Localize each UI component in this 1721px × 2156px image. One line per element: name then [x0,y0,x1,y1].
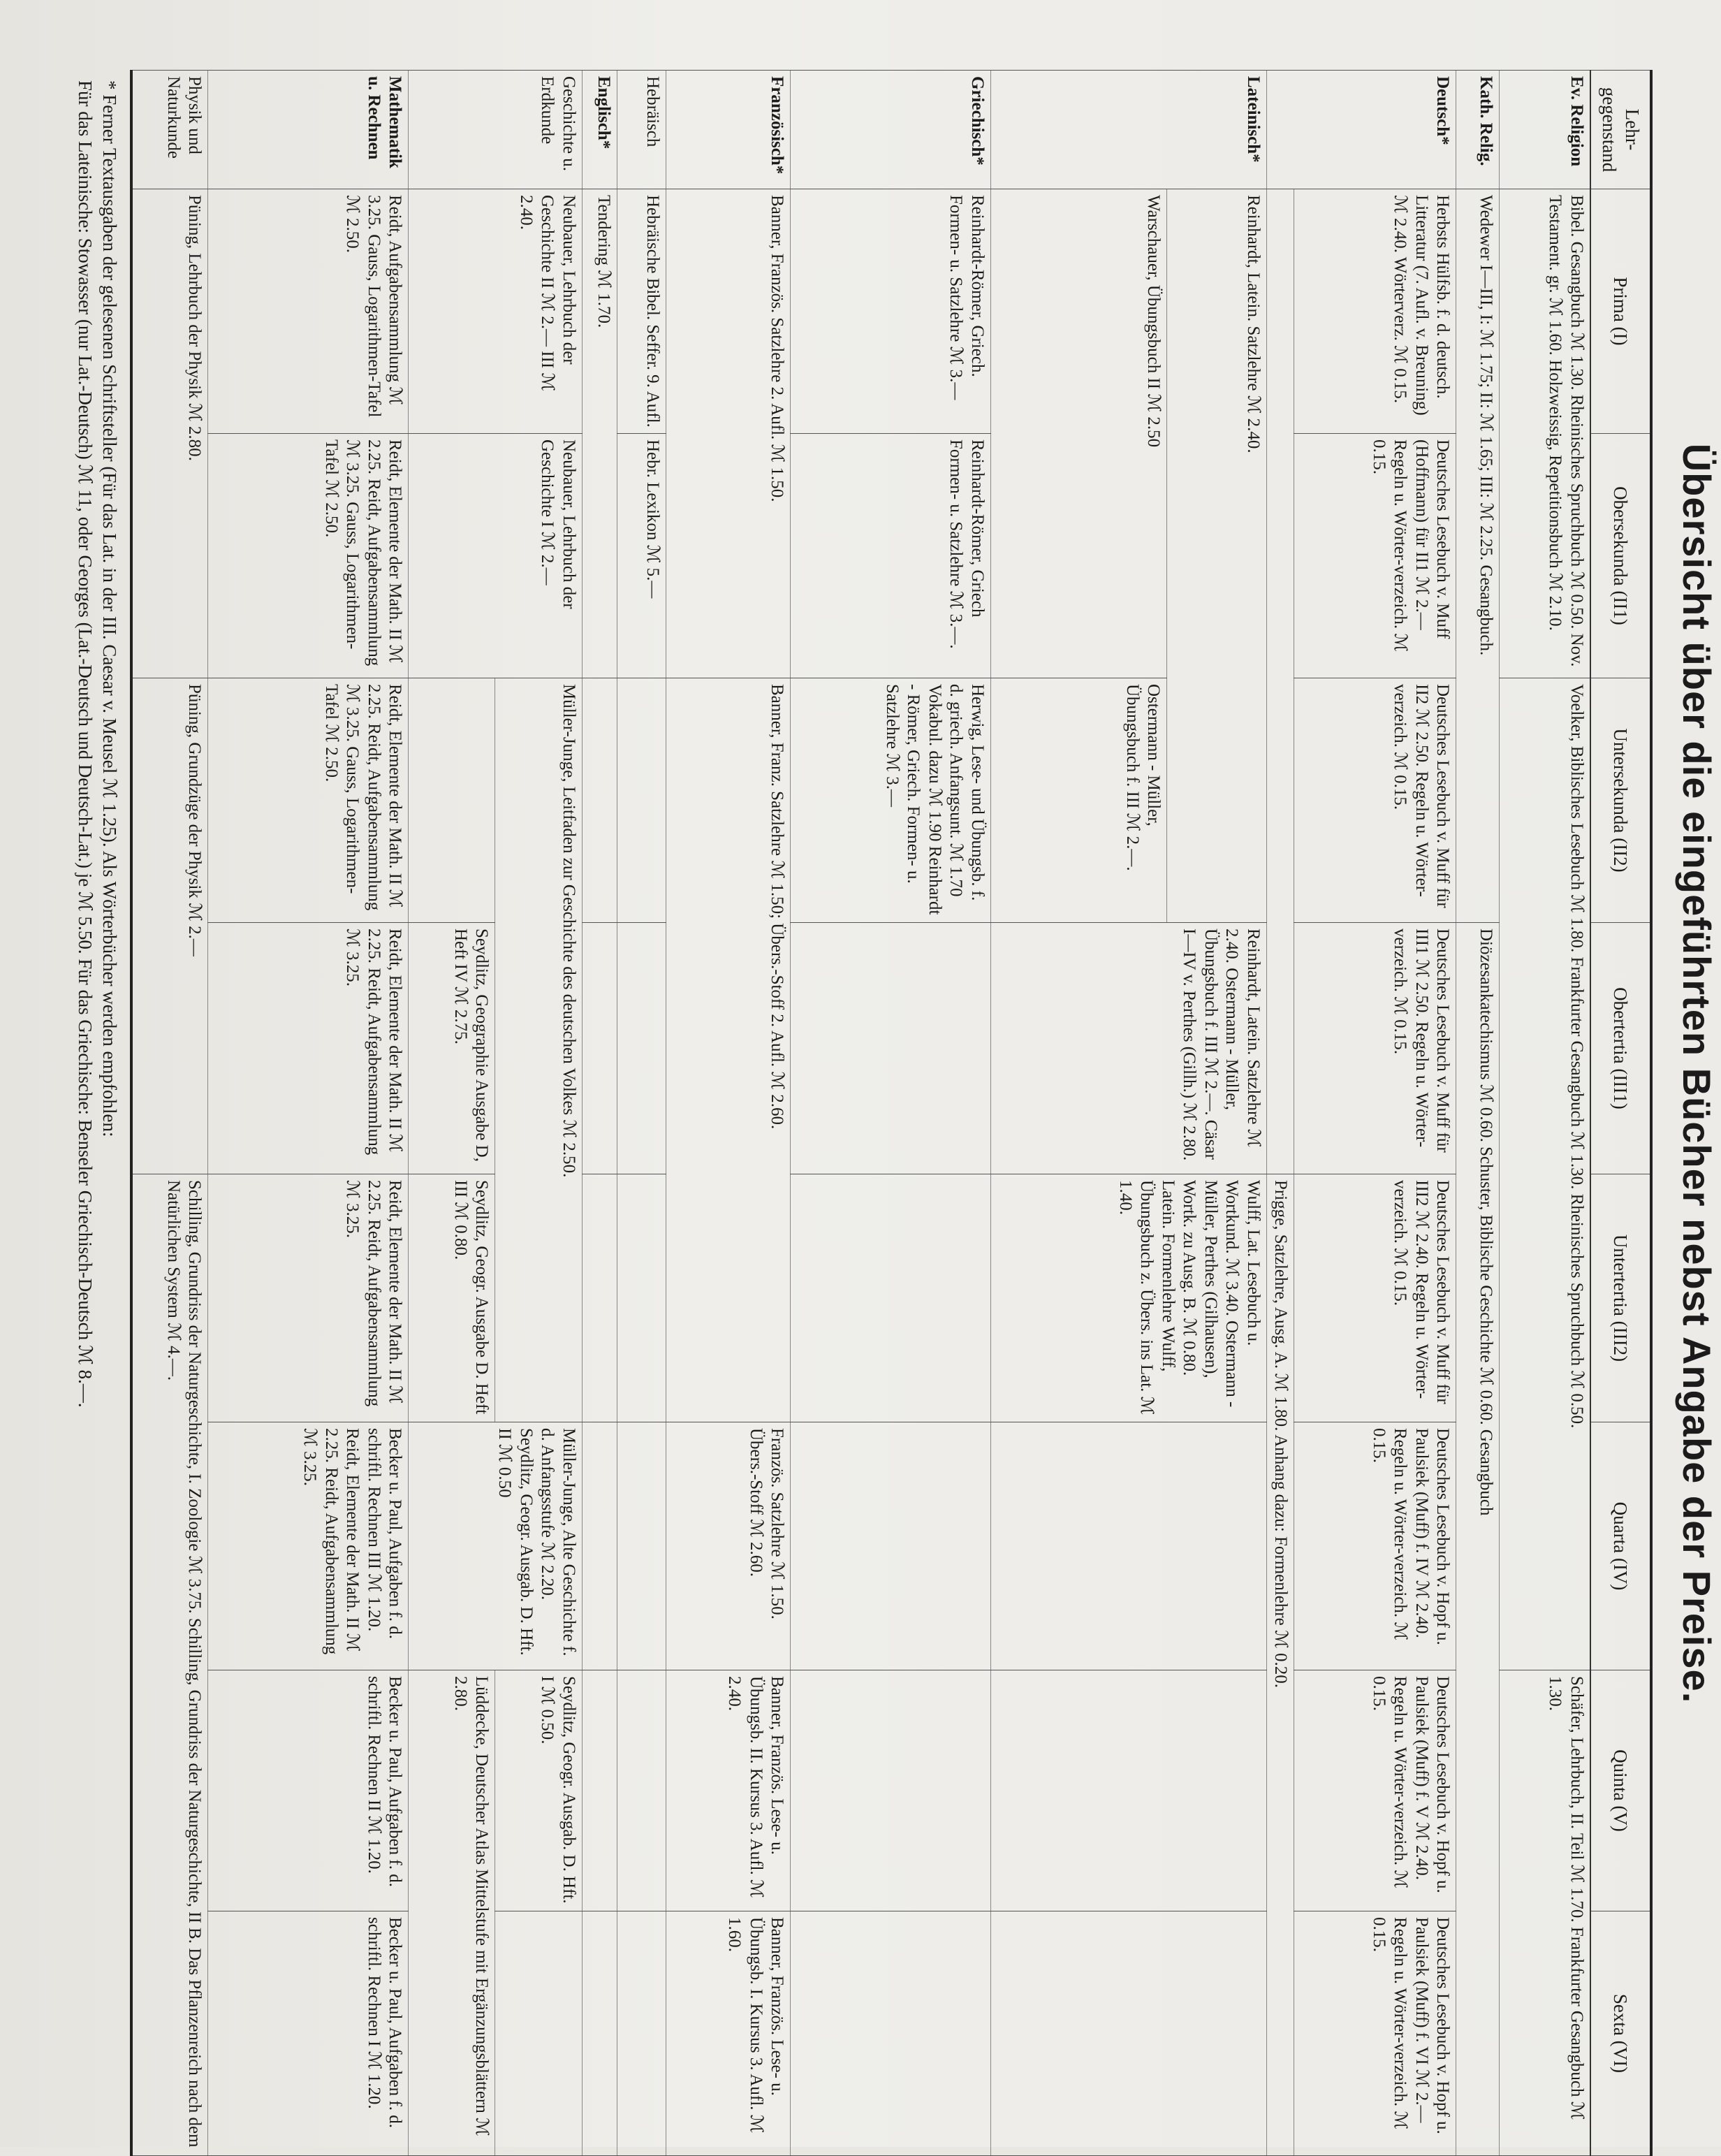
table-cell [617,1422,666,1670]
footnote-line: Für das Lateinische: Stowasser (nur Lat.-Deutsch) ℳ 11, oder Georges (Lat.-Deutsch und Deutsch-Lat.) je ℳ 5.50. Für das Griechische: Benseler Griechisch-Deutsch ℳ 8.—. [74,80,96,1408]
header-obersekunda: Obersekunda (II1) [1590,434,1651,678]
table-cell: Neubauer, Lehrbuch der Geschichte I ℳ 2.— [409,434,582,678]
table-cell: Herwig, Lese- und Übungsb. f. d. griech. Anfangsunt. ℳ 1.70 Vokabul. dazu ℳ 1.90 Reinhardt - Römer, Griech. Formen- u. Satzlehre ℳ 3.— [791,678,991,923]
table-cell [617,1670,666,1911]
table-cell: Schilling, Grundriss der Naturgeschichte, I. Zoologie ℳ 3.75. Schilling, Grundriss der Naturgeschichte, II B. Das Pflanzenreich nach dem Natürlichen System ℳ 4.—. [131,1174,208,2156]
table-cell: Seydlitz, Geographie Ausgabe D, Heft IV ℳ 2.75. [409,923,495,1174]
header-quarta: Quarta (IV) [1590,1422,1651,1670]
table-cell: Prigge, Satzlehre, Ausg. A. ℳ 1.80. Anhang dazu: Formenlehre ℳ 0.20. [1266,1174,1294,2156]
table-cell: Becker u. Paul, Aufgaben f. d. schriftl. Rechnen II ℳ 1.20. [208,1670,409,1911]
subject-cell: Physik und Naturkunde [131,71,208,189]
row-mathematik [208,71,409,2156]
table-cell [582,1670,617,1911]
table-cell: Reinhardt-Römer, Griech. Formen- u. Satzlehre ℳ 3.— [791,189,991,434]
footnote [73,80,122,2127]
row-deutsch [1294,71,1456,2156]
subject-cell: Geschichte u. Erdkunde [409,71,582,189]
subject-cell: Mathematik u. Rechnen [208,71,409,189]
table-cell [990,1422,1266,1670]
table-cell: Banner, Franz. Satzlehre ℳ 1.50; Übers.-Stoff 2. Aufl. ℳ 2.60. [666,678,790,1422]
header-row [1590,71,1651,2156]
footnote-line: * Ferner Textausgaben der gelesenen Schriftsteller (Für das Lat. in der III. Caesar v. Meusel ℳ 1.25). Als Wörterbücher werden empfohlen: [99,80,120,1137]
table-cell: Schäfer, Lehrbuch, II. Teil ℳ 1.70. Frankfurter Gesangbuch ℳ 1.30. [1500,1670,1590,2156]
table-cell: Müller-Junge, Leitfaden zur Geschichte des deutschen Volkes ℳ 2.50. [495,678,582,1422]
table-cell: Tendering ℳ 1.70. [582,189,617,678]
table-cell: Deutsches Lesebuch v. Muff für II2 ℳ 2.50. Regeln u. Wörter-verzeich. ℳ 0.15. [1294,678,1456,923]
row-deutsch-extra [1266,71,1294,2156]
table-cell: Becker u. Paul, Aufgaben f. d. schriftl. Rechnen III ℳ 1.20. Reidt, Elemente der Math. II ℳ 2.25. Reidt, Aufgabensammlung ℳ 3.25. [208,1422,409,1670]
table-cell: Reidt, Elemente der Math. II ℳ 2.25. Reidt, Aufgabensammlung ℳ 3.25. [208,923,409,1174]
header-prima: Prima (I) [1590,189,1651,434]
subject-cell: Hebräisch [617,71,666,189]
table-cell: Deutsches Lesebuch v. Muff (Hoffmann) für II1 ℳ 2.— Regeln u. Wörter-verzeich. ℳ 0.15. [1294,434,1456,678]
table-cell: Banner, Französ. Satzlehre 2. Aufl. ℳ 1.50. [666,189,790,678]
table-cell [1266,189,1294,1174]
table-cell: Deutsches Lesebuch v. Muff für III2 ℳ 2.40. Regeln u. Wörter-verzeich. ℳ 0.15. [1294,1174,1456,1422]
table-cell: Wedewer I—III, I: ℳ 1.75; II: ℳ 1.65; III: ℳ 2.25. Gesangbuch. [1456,189,1500,923]
table-cell: Becker u. Paul, Aufgaben f. d. schriftl. Rechnen I ℳ 1.20. [208,1911,409,2156]
table-cell [617,923,666,1174]
row-kath-religion [1456,71,1500,2156]
table-cell: Deutsches Lesebuch v. Hopf u. Paulsiek (Muff) f. VI ℳ 2.— Regeln u. Wörter-verzeich. ℳ 0.15. [1294,1911,1456,2156]
header-quinta: Quinta (V) [1590,1670,1651,1911]
row-hebraeisch [617,71,666,2156]
table-cell [495,1911,582,2156]
header-obertertia: Obertertia (III1) [1590,923,1651,1174]
table-cell: Herbsts Hülfsb. f. d. deutsch. Litteratur (7. Aufl. v. Breuning) ℳ 2.40. Wörterverz. ℳ 0.15. [1294,189,1456,434]
row-latein [1167,71,1266,2156]
row-griechisch [791,71,991,2156]
header-subject: Lehr-gegenstand [1590,71,1651,189]
table-cell: Banner, Französ. Lese- u. Übungsb. I. Kursus 3. Aufl. ℳ 1.60. [666,1911,790,2156]
row-englisch [582,71,617,2156]
subject-cell: Ev. Religion [1500,71,1590,189]
table-cell: Ostermann - Müller, Übungsbuch f. III ℳ 2.—. [990,678,1166,923]
table-cell [617,1174,666,1422]
table-cell: Reinhardt, Latein. Satzlehre ℳ 2.40. Ostermann - Müller, Übungsbuch f. III ℳ 2.—. Cäsar I—IV v. Perthes (Gillh.) ℳ 2.80. [990,923,1266,1174]
header-untertertia: Untertertia (III2) [1590,1174,1651,1422]
subject-cell: Englisch* [582,71,617,189]
table-cell: Neubauer, Lehrbuch der Geschichte II ℳ 2.— III ℳ 2.40. [409,189,582,434]
table-cell [990,1911,1266,2156]
table-cell [791,1670,991,1911]
table-cell: Reidt, Elemente der Math. II ℳ 2.25. Reidt, Aufgabensammlung ℳ 3.25. Gauss, Logarithmen-Tafel ℳ 2.50. [208,434,409,678]
row-franzoesisch [666,71,790,2156]
header-untersekunda: Untersekunda (II2) [1590,678,1651,923]
table-cell: Lüddecke, Deutscher Atlas Mittelstufe mit Ergänzungsblättern ℳ 2.80. [409,1670,495,2156]
table-cell [582,1911,617,2156]
table-cell [582,678,617,923]
table-cell: Seydlitz, Geogr. Ausgab. D. Hft. I ℳ 0.50. [495,1670,582,1911]
table-cell [582,923,617,1174]
table-cell [617,678,666,923]
header-sexta: Sexta (VI) [1590,1911,1651,2156]
subject-cell: Kath. Relig. [1456,71,1500,189]
table-cell: Bibel. Gesangbuch ℳ 1.30. Rheinisches Spruchbuch ℳ 0.50. Nov. Testament. gr. ℳ 1.60. Holzweissig, Repetitionsbuch ℳ 2.10. [1500,189,1590,678]
table-cell: Deutsches Lesebuch v. Muff für III1 ℳ 2.50. Regeln u. Wörter-verzeich. ℳ 0.15. [1294,923,1456,1174]
table-cell: Deutsches Lesebuch v. Hopf u. Paulsiek (Muff) f. IV ℳ 2.40. Regeln u. Wörter-verzeich. ℳ 0.15. [1294,1422,1456,1670]
book-price-table [130,70,1653,2156]
row-geschichte [495,71,582,2156]
table-cell [617,1911,666,2156]
table-cell: Reidt, Aufgabensammlung ℳ 3.25. Gauss, Logarithmen-Tafel ℳ 2.50. [208,189,409,434]
table-cell: Banner, Französ. Lese- u. Übungsb. II. Kursus 3. Aufl. ℳ 2.40. [666,1670,790,1911]
table-cell [990,1670,1266,1911]
subject-cell: Griechisch* [791,71,991,189]
table-cell: Hebräische Bibel. Seffer. 9. Aufl. [617,189,666,434]
row-physik [131,71,208,2156]
table-cell: Deutsches Lesebuch v. Hopf u. Paulsiek (Muff) f. V ℳ 2.40. Regeln u. Wörter-verzeich. ℳ 0.15. [1294,1670,1456,1911]
table-cell: Französ. Satzlehre ℳ 1.50. Übers.-Stoff ℳ 2.60. [666,1422,790,1670]
table-cell: Seydlitz, Geogr. Ausgabe D. Heft III ℳ 0.80. [409,1174,495,1422]
table-cell: Püning, Lehrbuch der Physik ℳ 2.80. [131,189,208,678]
table-cell: Diözesankatechismus ℳ 0.60. Schuster, Biblische Geschichte ℳ 0.60. Gesangbuch [1456,923,1500,2156]
table-cell: Reinhardt-Römer, Griech Formen- u. Satzlehre ℳ 3.—. [791,434,991,678]
row-ev-religion [1500,71,1590,2156]
table-cell [791,1422,991,1670]
table-cell: Püning, Grundzüge der Physik ℳ 2.— [131,678,208,1174]
table-cell [582,1174,617,1422]
table-cell: Wulff, Lat. Lesebuch u. Wortkund. ℳ 3.40. Ostermann - Müller, Perthes (Gilhausen), Wortk. zu Ausg. B. ℳ 0.80. Latein. Formenlehre Wulff, Übungsbuch z. Übers. ins Lat. ℳ 1.40. [990,1174,1266,1422]
table-cell: Voelker, Biblisches Lesebuch ℳ 1.80. Frankfurter Gesangbuch ℳ 1.30. Rheinisches Spruchbuch ℳ 0.50. [1500,678,1590,1670]
table-cell: Hebr. Lexikon ℳ 5.— [617,434,666,678]
table-cell [409,678,495,923]
table-cell [582,1422,617,1670]
table-cell: Reinhardt, Latein. Satzlehre ℳ 2.40. [1167,189,1266,923]
page-title: Übersicht über die eingeführten Bücher nebst Angabe der Preise. [1675,443,1719,1704]
table-cell [791,1174,991,1422]
table-cell: Reidt, Elemente der Math. II ℳ 2.25. Reidt, Aufgabensammlung ℳ 3.25. Gauss, Logarithmen-Tafel ℳ 2.50. [208,678,409,923]
table-cell [791,923,991,1174]
subject-cell: Deutsch* [1266,71,1456,189]
table-cell: Reidt, Elemente der Math. II ℳ 2.25. Reidt, Aufgabensammlung ℳ 3.25. [208,1174,409,1422]
subject-cell: Lateinisch* [990,71,1266,189]
table-cell: Warschauer, Übungsbuch II ℳ 2.50 [990,189,1166,678]
table-cell [791,1911,991,2156]
subject-cell: Französisch* [666,71,790,189]
table-cell: Müller-Junge, Alte Geschichte f. d. Anfangsstufe ℳ 2.20. Seydlitz, Geogr. Ausgab. D. Hft. II ℳ 0.50 [409,1422,582,1670]
